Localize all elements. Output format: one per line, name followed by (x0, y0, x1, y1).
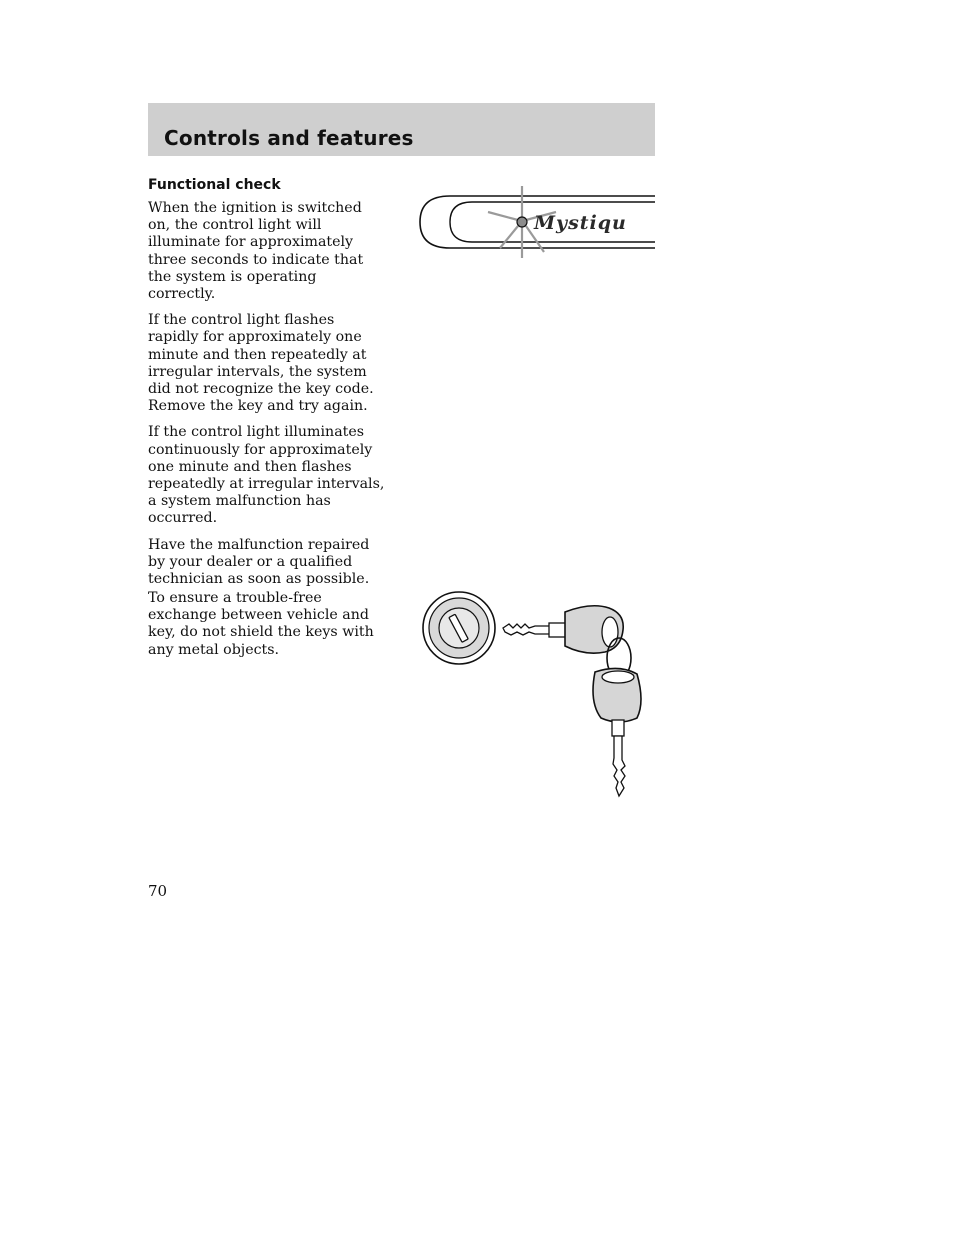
paragraph-ignition: When the ignition is switched on, the control light will illuminate for approximately three seconds to indicate that the system is operating correctly. (148, 200, 364, 303)
section-heading: Functional check (148, 177, 281, 193)
paragraph-metal-objects: To ensure a trouble-free exchange between vehicle and key, do not shield the keys with any metal objects. (148, 590, 374, 658)
key-exchange-note (148, 590, 388, 668)
ignition-lock-icon (423, 592, 495, 664)
badge-logo-text: Mystiqu (534, 212, 627, 234)
functional-check-section (148, 176, 388, 597)
page-title: Controls and features (164, 126, 414, 150)
control-light-badge-illustration (410, 182, 660, 262)
header-bar (148, 103, 655, 156)
key-blade-horizontal-icon (503, 623, 567, 637)
control-light-icon (517, 217, 527, 227)
ignition-keys-illustration (415, 590, 655, 800)
page-number: 70 (148, 882, 168, 900)
paragraph-key-code: If the control light flashes rapidly for approximately one minute and then repeatedly at irregular intervals, the system did not recognize the key code. Remove the key and try again. (148, 312, 374, 415)
key-blade-vertical-icon (612, 720, 625, 796)
paragraph-malfunction: If the control light illuminates continuously for approximately one minute and then flashes repeatedly at irregular intervals, a system malfunction has occurred. (148, 424, 385, 527)
paragraph-repair: Have the malfunction repaired by your dealer or a qualified technician as soon as possible. (148, 536, 370, 588)
